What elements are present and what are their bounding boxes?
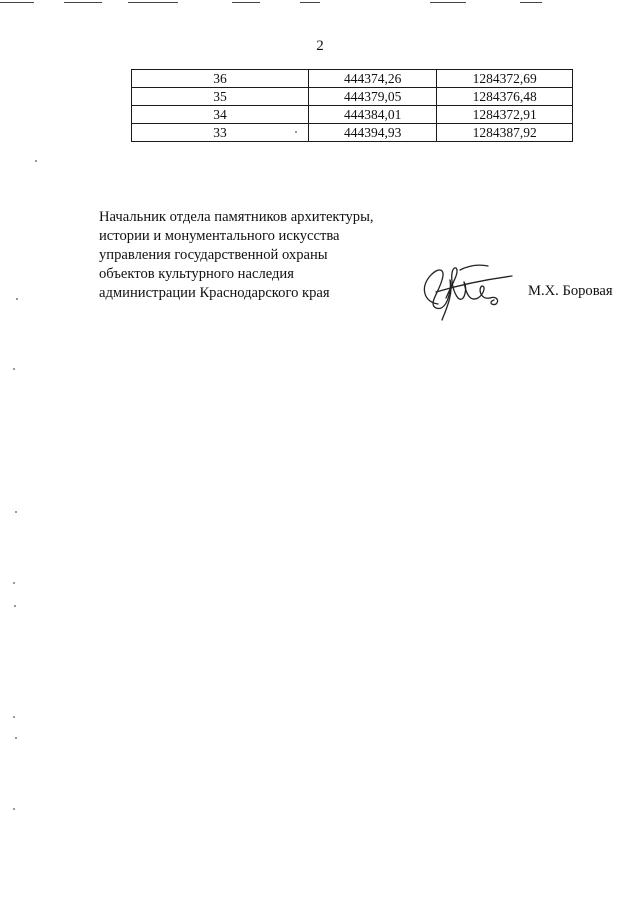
position-line: Начальник отдела памятников архитектуры, bbox=[99, 209, 374, 225]
x-coordinate-cell: 444379,05 bbox=[308, 88, 437, 106]
point-number-cell: 35 bbox=[132, 88, 309, 106]
y-coordinate-cell: 1284387,92 bbox=[437, 124, 573, 142]
y-coordinate-cell: 1284372,91 bbox=[437, 106, 573, 124]
table-row bbox=[132, 88, 573, 106]
point-number-cell: 36 bbox=[132, 70, 309, 88]
position-line: администрации Краснодарского края bbox=[99, 285, 330, 301]
signatory-position bbox=[99, 208, 419, 303]
scan-edge-artifact bbox=[0, 0, 640, 6]
signer-name: М.Х. Боровая bbox=[528, 283, 613, 299]
position-line: объектов культурного наследия bbox=[99, 266, 294, 282]
table-row bbox=[132, 70, 573, 88]
table-row bbox=[132, 106, 573, 124]
y-coordinate-cell: 1284376,48 bbox=[437, 88, 573, 106]
table-row bbox=[132, 124, 573, 142]
coordinates-table bbox=[131, 69, 573, 142]
handwritten-signature bbox=[416, 258, 516, 322]
position-line: истории и монументального искусства bbox=[99, 228, 340, 244]
x-coordinate-cell: 444384,01 bbox=[308, 106, 437, 124]
point-number-cell: 33 bbox=[132, 124, 309, 142]
point-number-cell: 34 bbox=[132, 106, 309, 124]
position-line: управления государственной охраны bbox=[99, 247, 328, 263]
page-number: 2 bbox=[316, 38, 324, 54]
y-coordinate-cell: 1284372,69 bbox=[437, 70, 573, 88]
x-coordinate-cell: 444374,26 bbox=[308, 70, 437, 88]
x-coordinate-cell: 444394,93 bbox=[308, 124, 437, 142]
